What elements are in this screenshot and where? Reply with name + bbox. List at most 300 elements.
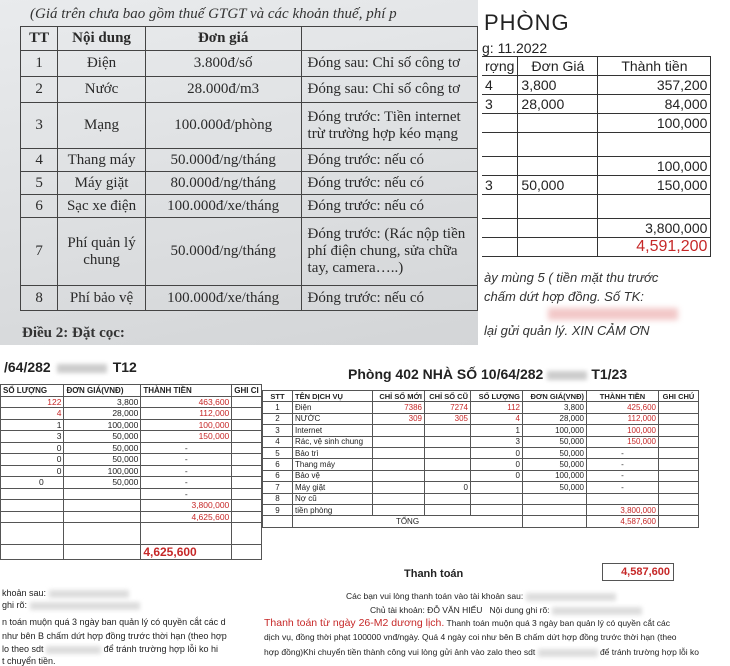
cell-stt: 7 (263, 482, 293, 493)
row-noi-dung: Thang máy (58, 149, 145, 172)
cell-note (232, 465, 262, 477)
cell-price: 100,000 (523, 470, 587, 481)
cell-note (232, 408, 262, 420)
header-ten-dich-vu: TÊN DỊCH VỤ (293, 391, 373, 402)
cell-amount (141, 523, 232, 545)
ghi-chu-line: trừ trường hợp kéo mạng (307, 125, 458, 142)
payment-date-note: Thanh toán từ ngày 26-M2 dương lịch. (264, 617, 445, 629)
cell-price (523, 504, 587, 515)
cell-note (659, 459, 699, 470)
cell-old-reading (425, 459, 471, 470)
cell-new-reading (373, 425, 425, 436)
cell-price: 50,000 (64, 454, 141, 466)
payment-note-line: chấm dứt hợp đồng. Số TK: (484, 289, 644, 304)
cell-old-reading (425, 436, 471, 447)
row-tt: 2 (21, 77, 58, 103)
row-don-gia: 100.000đ/phòng (145, 103, 301, 149)
row-noi-dung: Phí bảo vệ (58, 286, 145, 311)
cell-qty: 1 (1, 419, 64, 431)
cell-qty: 4 (471, 413, 523, 424)
cell-old-reading (425, 504, 471, 515)
table-row (21, 195, 478, 218)
cell-new-reading (373, 504, 425, 515)
cell-qty (471, 482, 523, 493)
cell-amount: - (587, 482, 659, 493)
cell-stt: 8 (263, 493, 293, 504)
table-row (21, 77, 478, 103)
header-stt: STT (263, 391, 293, 402)
cell-qty: 0 (1, 477, 64, 489)
cell-price: 3,800 (64, 396, 141, 408)
cell-empty (659, 516, 699, 527)
cell-price: 50,000 (64, 431, 141, 443)
thanh-toan-value: 4,587,600 (602, 563, 674, 581)
header-ghi-chu: GHI CHÚ (659, 391, 699, 402)
cell-price: 50,000 (64, 442, 141, 454)
redacted-text (46, 646, 101, 654)
header-don-gia: Đơn giá (145, 27, 301, 51)
table-row (21, 286, 478, 311)
cell-qty: 4 (1, 408, 64, 420)
row-noi-dung: Máy giặt (58, 172, 145, 195)
cell-qty: 112 (471, 402, 523, 413)
cell-qty (471, 493, 523, 504)
cell-price: 3,800 (518, 76, 598, 95)
cell-note (232, 523, 262, 545)
cell-amount: 150,000 (598, 176, 711, 195)
note-text: Các bạn vui lòng thanh toán vào tài khoản sau: (346, 591, 524, 601)
row-ghi-chu (301, 218, 477, 286)
table-row (263, 493, 699, 504)
cell-service: NƯỚC (293, 413, 373, 424)
cell-price (64, 511, 141, 523)
cell-qty: 0 (1, 454, 64, 466)
table-row (263, 402, 699, 413)
cell-service: Máy giặt (293, 482, 373, 493)
header-don-gia: ĐƠN GIÁ(VNĐ) (523, 391, 587, 402)
cell-amount: 150,000 (587, 436, 659, 447)
header-don-gia: ĐƠN GIÁ(VNĐ) (64, 385, 141, 397)
payment-note: n toán muộn quá 3 ngày ban quản lý có quyền cắt các d (2, 617, 226, 627)
cell-qty (482, 114, 518, 133)
cell-note (232, 442, 262, 454)
row-tt: 6 (21, 195, 58, 218)
table-row (482, 176, 711, 195)
invoice-nov-2022 (478, 0, 730, 345)
row-ghi-chu: Đóng sau: Chỉ số công tơ (301, 51, 477, 77)
cell-service: Nợ cũ (293, 493, 373, 504)
cell-old-reading: 305 (425, 413, 471, 424)
payment-note (346, 591, 616, 601)
row-tt: 5 (21, 172, 58, 195)
row-tt: 7 (21, 218, 58, 286)
cell-old-reading: 7274 (425, 402, 471, 413)
cell-amount: 100,000 (598, 157, 711, 176)
header-so-luong: SỐ LƯỢNG (1, 385, 64, 397)
header-chi-so-moi: CHỈ SỐ MỚI (373, 391, 425, 402)
cell-price (518, 133, 598, 157)
cell-note (232, 511, 262, 523)
table-row (482, 76, 711, 95)
cell-new-reading: 7386 (373, 402, 425, 413)
cell-qty: 4 (482, 76, 518, 95)
tong-label: TỔNG (293, 516, 523, 527)
header-noi-dung: Nội dung (58, 27, 145, 51)
table-row (263, 504, 699, 515)
tax-note: (Giá trên chưa bao gồm thuế GTGT và các khoản thuế, phí p (30, 6, 397, 22)
invoice-total: 4,625,600 (141, 545, 232, 560)
table-row (21, 103, 478, 149)
cell-stt: 3 (263, 425, 293, 436)
cell-price: 50,000 (518, 176, 598, 195)
noi-dung-line: Phí quản lý (67, 234, 136, 251)
row-ghi-chu: Đóng trước: nếu có (301, 286, 477, 311)
cell-amount: 100,000 (587, 425, 659, 436)
cell-service: Bảo trì (293, 447, 373, 458)
cell-old-reading: 0 (425, 482, 471, 493)
row-don-gia: 50.000đ/ng/tháng (145, 149, 301, 172)
row-ghi-chu (301, 103, 477, 149)
cell-amount: - (141, 488, 232, 500)
cell-qty: 3 (482, 95, 518, 114)
table-row (1, 511, 262, 523)
cell-price (518, 219, 598, 238)
cell-stt: 4 (263, 436, 293, 447)
room-title: PHÒNG (484, 10, 570, 35)
noi-dung-line: chung (83, 251, 120, 268)
table-row (263, 413, 699, 424)
note-text: khoản sau: (2, 588, 47, 598)
total-row (1, 545, 262, 560)
cell-qty: 3 (471, 436, 523, 447)
header-thanh-tien: THÀNH TIỀN (141, 385, 232, 397)
table-row (1, 408, 262, 420)
cell-note (232, 477, 262, 489)
cell-qty: 0 (1, 465, 64, 477)
cell-stt: 6 (263, 459, 293, 470)
cell-price (523, 493, 587, 504)
cell-note (659, 504, 699, 515)
table-row (1, 442, 262, 454)
cell-price (518, 157, 598, 176)
cell-price (518, 114, 598, 133)
cell-note (232, 488, 262, 500)
header-tt: TT (21, 27, 58, 51)
table-row (1, 431, 262, 443)
room-address: Phòng 402 NHÀ SỐ 10/64/282 (348, 366, 544, 382)
table-row (1, 488, 262, 500)
cell-qty (482, 195, 518, 219)
row-don-gia: 50.000đ/ng/tháng (145, 218, 301, 286)
cell-amount: 3,800,000 (587, 504, 659, 515)
cell-qty: 0 (1, 442, 64, 454)
row-noi-dung: Mạng (58, 103, 145, 149)
cell-amount: 100,000 (598, 114, 711, 133)
cell-amount: 100,000 (141, 419, 232, 431)
table-row (263, 482, 699, 493)
row-noi-dung: Điện (58, 51, 145, 77)
header-chi-so-cu: CHỈ SỐ CŨ (425, 391, 471, 402)
table-row (263, 447, 699, 458)
cell-qty (482, 219, 518, 238)
cell-amount: - (141, 454, 232, 466)
table-header-row (482, 57, 711, 76)
cell-amount: - (141, 442, 232, 454)
cell-amount: - (587, 470, 659, 481)
cell-qty (1, 488, 64, 500)
cell-stt: 9 (263, 504, 293, 515)
invoice-table (482, 56, 711, 257)
payment-note (2, 588, 129, 598)
cell-price (64, 488, 141, 500)
cell-stt: 1 (263, 402, 293, 413)
cell-old-reading (425, 493, 471, 504)
row-ghi-chu: Đóng trước: nếu có (301, 149, 477, 172)
cell-qty (482, 133, 518, 157)
table-row (1, 500, 262, 512)
cell-qty (1, 500, 64, 512)
redacted-text (30, 602, 140, 610)
payment-note (370, 605, 642, 615)
cell-amount (587, 493, 659, 504)
table-row (482, 219, 711, 238)
header-ghi-chu: GHI CI (232, 385, 262, 397)
cell-note (659, 470, 699, 481)
invoice-month: T12 (112, 359, 137, 375)
redacted-text (49, 590, 129, 598)
cell-price: 100,000 (523, 425, 587, 436)
note-text: Thanh toán muộn quá 3 ngày ban quản lý có quyền cắt các (446, 618, 671, 628)
cell-price (64, 500, 141, 512)
note-text: ghi rõ: (2, 600, 28, 610)
header-ghi-chu (301, 27, 477, 51)
cell-qty: 122 (1, 396, 64, 408)
ghi-chu-line: Đóng trước: (Rác nộp tiền (307, 226, 466, 242)
invoice-month: T1/23 (591, 366, 628, 382)
cell-amount (598, 133, 711, 157)
invoice-t1-23 (262, 347, 730, 666)
header-thanh-tien: THÀNH TIỀN (587, 391, 659, 402)
row-ghi-chu: Đóng sau: Chỉ số công tơ (301, 77, 477, 103)
cell-service: Điện (293, 402, 373, 413)
invoice-table (0, 384, 262, 560)
note-text: để tránh trường hợp lỗi ko hi (103, 644, 218, 654)
cell-note (232, 431, 262, 443)
table-header-row (1, 385, 262, 397)
table-row (263, 425, 699, 436)
row-noi-dung: Nước (58, 77, 145, 103)
cell-note (659, 482, 699, 493)
cell-new-reading (373, 493, 425, 504)
cell-amount: 112,000 (587, 413, 659, 424)
redacted-text (547, 371, 587, 380)
cell-new-reading (373, 459, 425, 470)
cell-amount: 3,800,000 (598, 219, 711, 238)
cell-amount: 463,600 (141, 396, 232, 408)
table-row (482, 133, 711, 157)
table-row (263, 459, 699, 470)
row-noi-dung: Sạc xe điện (58, 195, 145, 218)
ghi-chu-line: phí điện chung, sửa chữa (307, 243, 458, 259)
thanh-toan-label: Thanh toán (404, 568, 464, 580)
cell-service: Internet (293, 425, 373, 436)
redacted-account (548, 308, 678, 320)
cell-note (232, 396, 262, 408)
cell-qty (1, 511, 64, 523)
cell-amount: - (587, 459, 659, 470)
redacted-text (538, 649, 598, 657)
cell-price (518, 195, 598, 219)
payment-note: dịch vụ, đồng thời phạt 100000 vnđ/ngày. Quá 4 ngày coi như bên B chấm dứt hợp đồng trước thời hạn (theo (264, 632, 677, 642)
cell-note (659, 402, 699, 413)
cell-price: 50,000 (523, 482, 587, 493)
cell-new-reading (373, 470, 425, 481)
cell-stt: 2 (263, 413, 293, 424)
row-tt: 3 (21, 103, 58, 149)
cell-price: 50,000 (523, 447, 587, 458)
ghi-chu-line: tay, camera…..) (307, 260, 404, 276)
note-text: lo theo sdt (2, 644, 44, 654)
cell-qty: 1 (471, 425, 523, 436)
invoice-header (348, 366, 627, 382)
note-text: hợp đồng)Khi chuyển tiền thành công vui lòng gửi ảnh vào zalo theo sdt (264, 647, 536, 657)
redacted-text (57, 364, 107, 373)
cell-service: tiền phòng (293, 504, 373, 515)
cell-amount: 3,800,000 (141, 500, 232, 512)
cell-amount: 4,625,600 (141, 511, 232, 523)
invoice-month: g: 11.2022 (482, 40, 548, 56)
row-don-gia: 80.000đ/ng/tháng (145, 172, 301, 195)
cell-note (659, 413, 699, 424)
payment-note (2, 644, 218, 654)
note-text: Chủ tài khoản: ĐỖ VĂN HIẾU (370, 605, 483, 615)
payment-note: như bên B chấm dứt hợp đồng trước thời hạn (theo hợp (2, 631, 227, 641)
row-ghi-chu: Đóng trước: nếu có (301, 195, 477, 218)
cell-note (232, 500, 262, 512)
cell-new-reading (373, 447, 425, 458)
invoice-header (4, 359, 137, 375)
service-price-table (20, 26, 478, 311)
cell-old-reading (425, 447, 471, 458)
cell-note (232, 419, 262, 431)
table-row (1, 396, 262, 408)
invoice-total: 4,591,200 (598, 238, 711, 257)
table-row (263, 470, 699, 481)
cell-note (659, 436, 699, 447)
row-tt: 1 (21, 51, 58, 77)
cell-note (659, 425, 699, 436)
redacted-text (552, 607, 642, 615)
cell-price: 50,000 (523, 436, 587, 447)
table-row (482, 157, 711, 176)
cell-amount: - (587, 447, 659, 458)
cell-service: Rác, vệ sinh chung (293, 436, 373, 447)
cell-empty (64, 545, 141, 560)
table-row (1, 477, 262, 489)
row-don-gia: 100.000đ/xe/tháng (145, 195, 301, 218)
header-thanh-tien: Thành tiền (598, 57, 711, 76)
cell-empty (482, 238, 518, 257)
cell-service: Bảo vệ (293, 470, 373, 481)
cell-qty (1, 523, 64, 545)
tong-value: 4,587,600 (587, 516, 659, 527)
cell-price (64, 523, 141, 545)
payment-note (2, 600, 140, 610)
redacted-text (526, 593, 616, 601)
cell-amount: 112,000 (141, 408, 232, 420)
cell-amount: 357,200 (598, 76, 711, 95)
table-row (1, 523, 262, 545)
table-row (1, 419, 262, 431)
cell-new-reading (373, 436, 425, 447)
cell-qty: 3 (482, 176, 518, 195)
row-don-gia: 100.000đ/xe/tháng (145, 286, 301, 311)
cell-stt: 6 (263, 470, 293, 481)
total-row (482, 238, 711, 257)
table-row (21, 51, 478, 77)
cell-amount (598, 195, 711, 219)
cell-qty (471, 504, 523, 515)
cell-price: 50,000 (64, 477, 141, 489)
payment-note (264, 617, 670, 629)
table-row (482, 95, 711, 114)
cell-empty (1, 545, 64, 560)
invoice-t12 (0, 347, 262, 666)
cell-note (232, 454, 262, 466)
table-row (21, 172, 478, 195)
header-don-gia: Đơn Giá (518, 57, 598, 76)
row-tt: 4 (21, 149, 58, 172)
table-row (21, 218, 478, 286)
table-row (482, 195, 711, 219)
cell-empty (232, 545, 262, 560)
table-header-row (263, 391, 699, 402)
header-so-luong: SỐ LƯỢNG (471, 391, 523, 402)
cell-price: 3,800 (523, 402, 587, 413)
table-row (1, 454, 262, 466)
cell-price: 100,000 (64, 419, 141, 431)
cell-stt: 5 (263, 447, 293, 458)
row-ghi-chu: Đóng trước: nếu có (301, 172, 477, 195)
table-row (21, 149, 478, 172)
note-text: Nội dung ghi rõ: (489, 605, 550, 615)
header-so-luong: rợng (482, 57, 518, 76)
tong-row (263, 516, 699, 527)
dieu-2-heading: Điều 2: Đặt cọc: (22, 325, 125, 341)
cell-service: Thang máy (293, 459, 373, 470)
payment-note-line: lại gửi quản lý. XIN CẢM ƠN (484, 323, 650, 338)
cell-qty: 0 (471, 447, 523, 458)
table-row (263, 436, 699, 447)
cell-price: 28,000 (523, 413, 587, 424)
cell-qty: 0 (471, 459, 523, 470)
cell-empty (518, 238, 598, 257)
cell-empty (263, 516, 293, 527)
cell-amount: 150,000 (141, 431, 232, 443)
table-header-row (21, 27, 478, 51)
payment-note (264, 647, 699, 657)
cell-qty (482, 157, 518, 176)
cell-qty: 3 (1, 431, 64, 443)
table-row (1, 465, 262, 477)
row-noi-dung (58, 218, 145, 286)
payment-note-line: ày mùng 5 ( tiền mặt thu trước (484, 270, 659, 285)
cell-amount: - (141, 465, 232, 477)
address-text: /64/282 (4, 359, 51, 375)
cell-qty: 0 (471, 470, 523, 481)
cell-amount: - (141, 477, 232, 489)
cell-price: 28,000 (64, 408, 141, 420)
